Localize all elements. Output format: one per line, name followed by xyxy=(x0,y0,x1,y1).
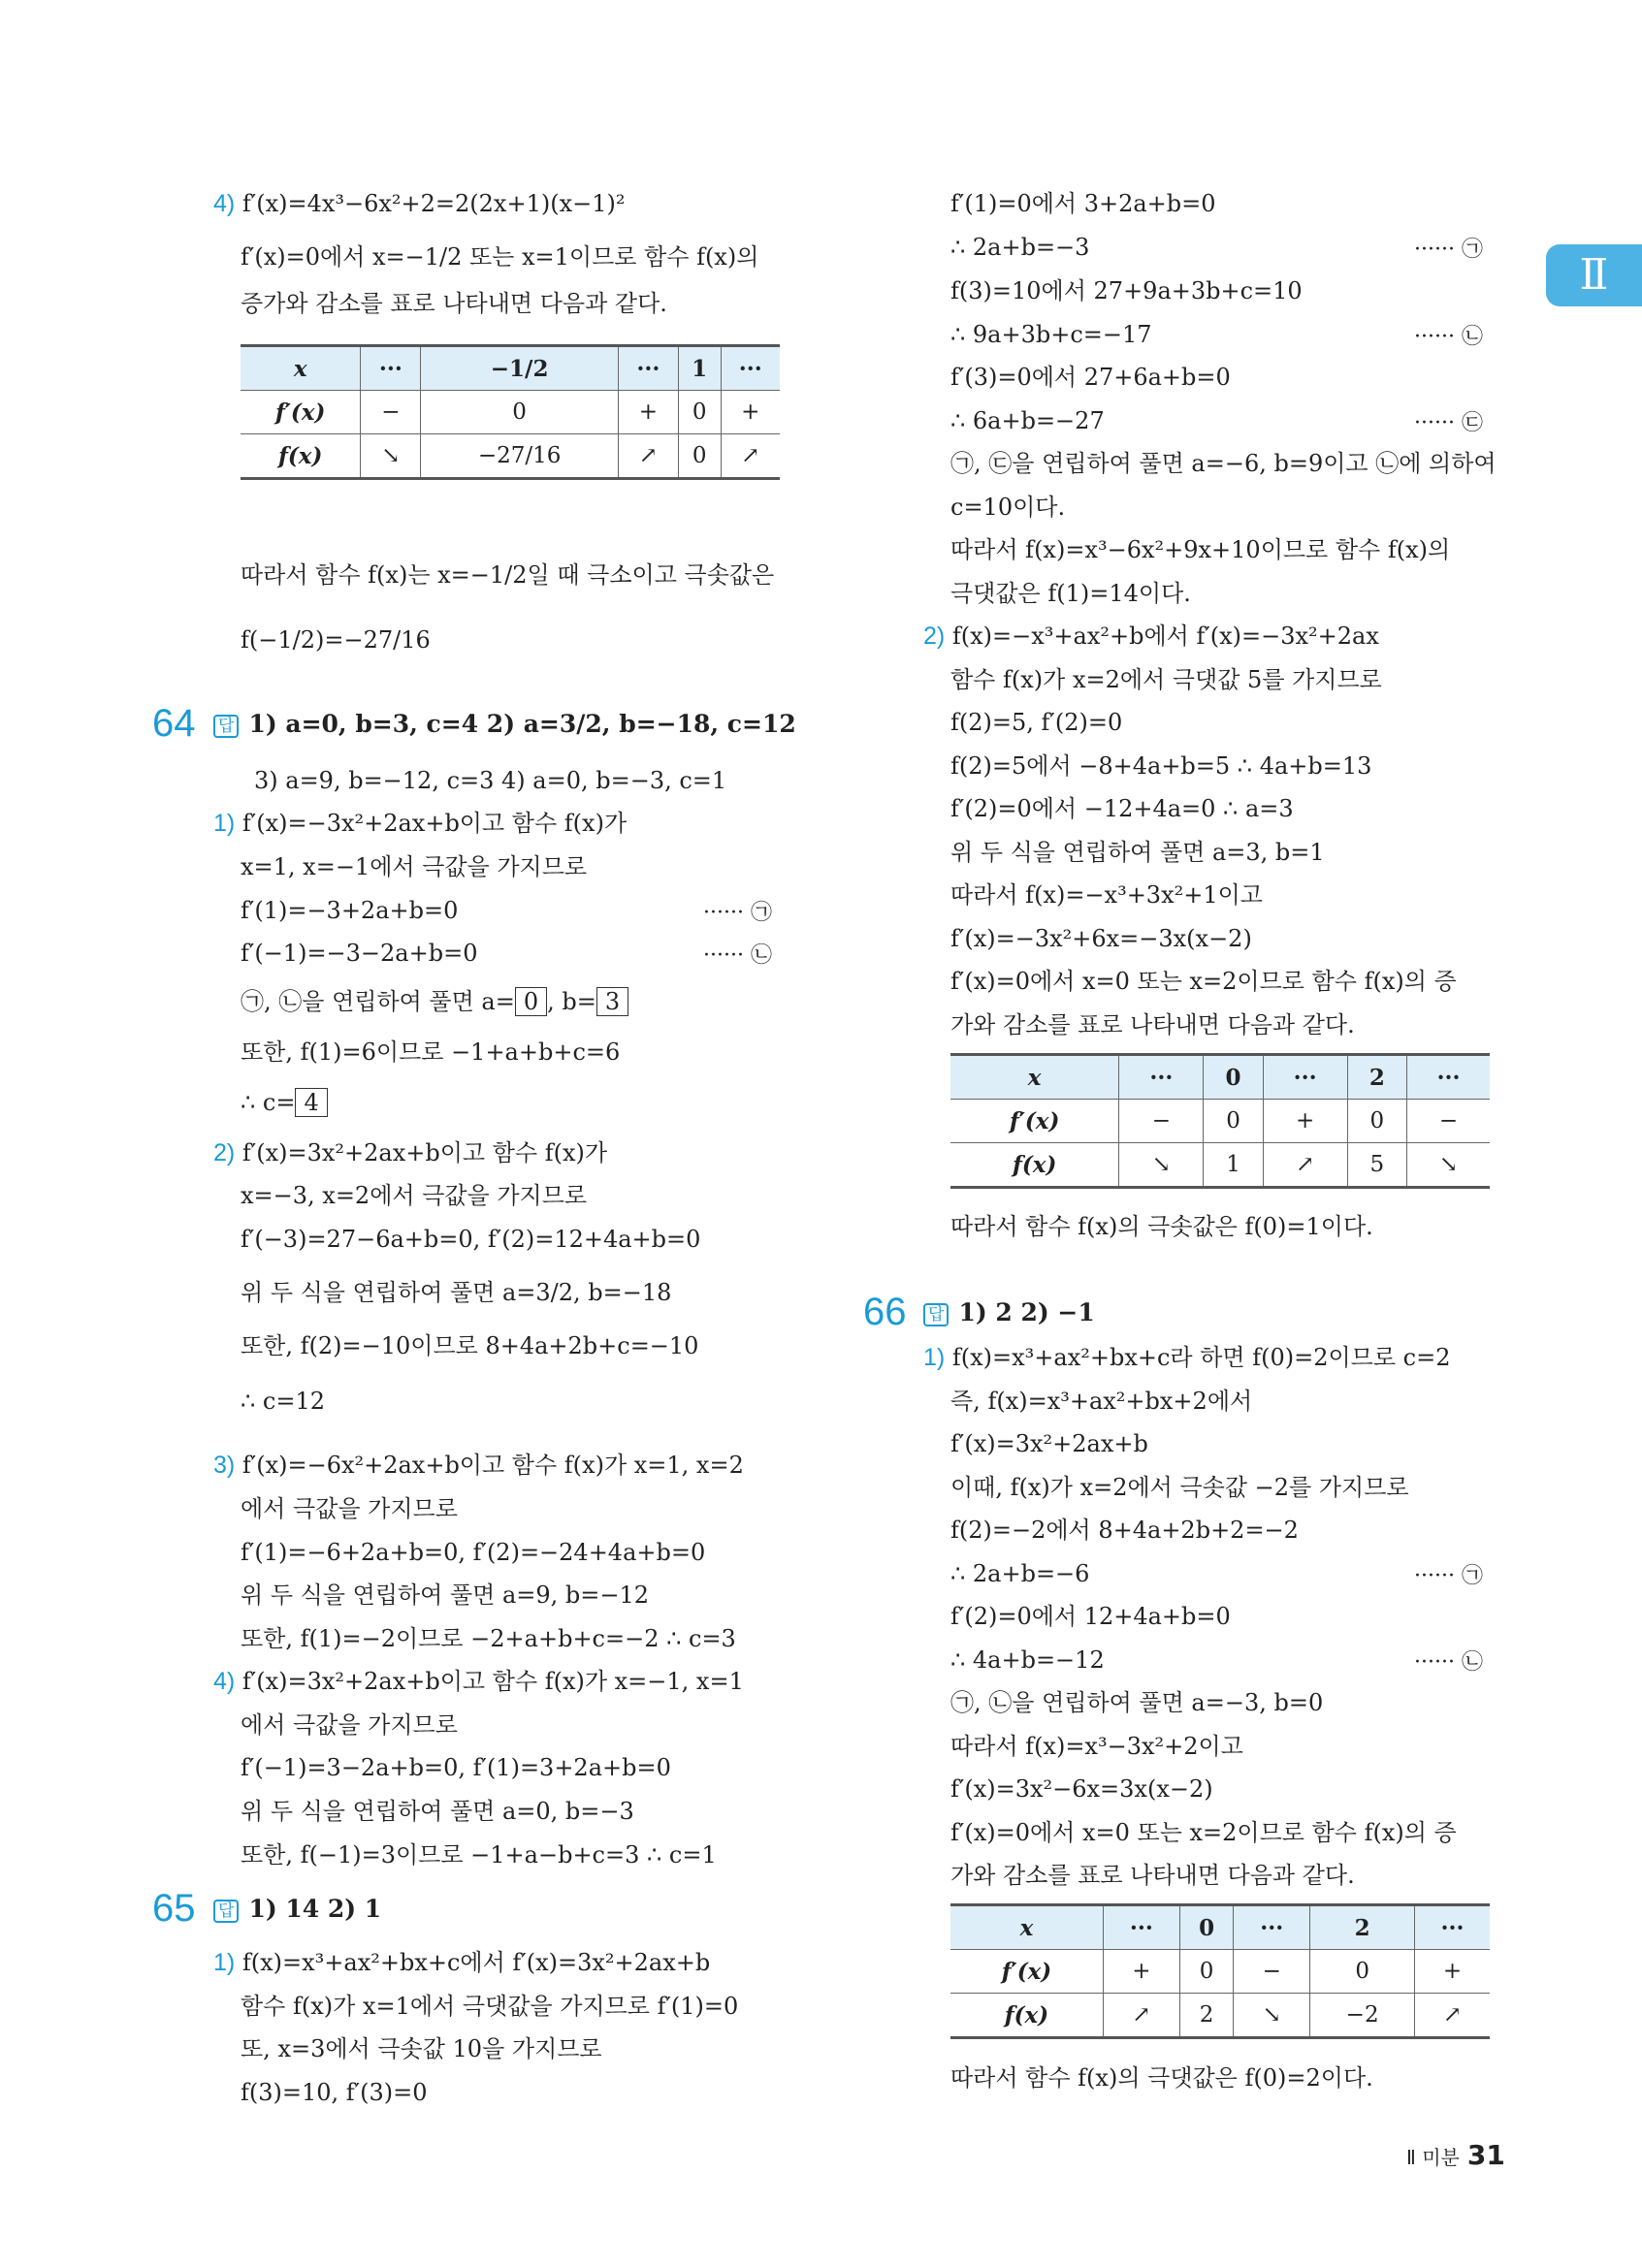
left-solution-line xyxy=(241,939,477,968)
line-text: 3) a=9, b=−12, c=3 4) a=0, b=−3, c=1 xyxy=(254,767,727,794)
equation-marker: ······ ㉢ xyxy=(1414,411,1483,435)
table-cell: ↘ xyxy=(1407,1143,1491,1188)
left-solution-line xyxy=(241,1494,458,1523)
table-row xyxy=(950,1994,1490,2038)
line-text: f′(−3)=27−6a+b=0, f′(2)=12+4a+b=0 xyxy=(241,1226,701,1253)
line-text: ∴ 2a+b=−6 xyxy=(950,1560,1090,1587)
answer-tag: 답 xyxy=(213,715,239,738)
line-text: f′(x)=0에서 x=−1/2 또는 x=1이므로 함수 f(x)의 xyxy=(241,243,759,271)
subproblem-number: 2) xyxy=(213,1139,236,1166)
line-text: 함수 f(x)가 x=2에서 극댓값 5를 가지므로 xyxy=(950,666,1382,693)
line-text: f′(1)=−3+2a+b=0 xyxy=(241,897,459,924)
line-text: f′(3)=0에서 27+6a+b=0 xyxy=(950,364,1231,391)
answer-text: 1) 14 2) 1 xyxy=(248,1895,382,1923)
right-solution-line xyxy=(950,924,1252,953)
equation-marker: ······ ㉠ xyxy=(703,901,772,925)
table-cell: ↘ xyxy=(361,434,421,479)
table-cell: 2 xyxy=(1347,1055,1406,1100)
table-cell: ↗ xyxy=(721,434,780,479)
right-solution-line xyxy=(950,1861,1355,1890)
subproblem-number: 1) xyxy=(213,810,236,837)
right-solution-line xyxy=(950,751,1371,781)
left-solution-line xyxy=(241,1753,671,1782)
right-solution-line xyxy=(950,1010,1355,1039)
table-cell: ↗ xyxy=(618,434,678,479)
line-text: f(2)=−2에서 8+4a+2b+2=−2 xyxy=(950,1517,1299,1544)
line-text: f′(2)=0에서 12+4a+b=0 xyxy=(950,1603,1231,1630)
table-cell: 0 xyxy=(678,391,721,434)
table-cell: 5 xyxy=(1347,1143,1406,1188)
table-cell: ↘ xyxy=(1234,1994,1310,2038)
line-text: ∴ 2a+b=−3 xyxy=(950,234,1090,261)
table-cell: 1 xyxy=(678,346,721,391)
line-text: 증가와 감소를 표로 나타내면 다음과 같다. xyxy=(241,290,667,317)
right-solution-line xyxy=(950,1645,1105,1675)
left-solution-line xyxy=(213,1667,744,1696)
right-solution-line xyxy=(950,406,1105,435)
line-text: 위 두 식을 연립하여 풀면 a=3/2, b=−18 xyxy=(241,1279,672,1306)
table-row xyxy=(241,391,780,434)
line-text: 따라서 함수 f(x)는 x=−1/2일 때 극소이고 극솟값은 xyxy=(241,561,775,589)
right-solution-line xyxy=(950,189,1216,218)
table-row xyxy=(950,1950,1490,1994)
line-text: 따라서 함수 f(x)의 극댓값은 f(0)=2이다. xyxy=(950,2064,1373,2092)
left-solution-line xyxy=(241,625,431,655)
subproblem-number: 4) xyxy=(213,190,236,217)
line-text: 에서 극값을 가지므로 xyxy=(241,1495,458,1522)
table-cell: −1/2 xyxy=(421,346,618,391)
answer-text: 1) 2 2) −1 xyxy=(958,1298,1095,1326)
left-solution-line xyxy=(241,1992,738,2021)
left-solution-line xyxy=(241,1387,325,1416)
right-solution-line xyxy=(950,449,1497,478)
line-text: ㉠, ㉡을 연립하여 풀면 a=−3, b=0 xyxy=(950,1689,1324,1716)
line-text: f(−1/2)=−27/16 xyxy=(241,626,431,654)
table-cell: ··· xyxy=(1415,1905,1491,1950)
table-cell: 2 xyxy=(1179,1994,1234,2038)
table-row xyxy=(241,434,780,479)
table-cell: 1 xyxy=(1204,1143,1263,1188)
line-text: f′(x)=0에서 x=0 또는 x=2이므로 함수 f(x)의 증 xyxy=(950,968,1457,995)
line-text: 함수 f(x)가 x=1에서 극댓값을 가지므로 f′(1)=0 xyxy=(241,1993,739,2020)
table-cell: ··· xyxy=(361,346,421,391)
line-text: 따라서 f(x)=x³−6x²+9x+10이므로 함수 f(x)의 xyxy=(950,536,1451,563)
right-solution-line xyxy=(950,1212,1373,1241)
line-text: f′(1)=−6+2a+b=0, f′(2)=−24+4a+b=0 xyxy=(241,1539,706,1566)
problem-66-number: 66 xyxy=(863,1291,907,1333)
line-text: 또한, f(1)=−2이므로 −2+a+b+c=−2 ∴ c=3 xyxy=(241,1625,736,1652)
line-text: 또한, f(2)=−10이므로 8+4a+2b+c=−10 xyxy=(241,1332,699,1359)
boxed-a: 0 xyxy=(515,987,547,1016)
table-cell: f′(x) xyxy=(950,1950,1103,1994)
right-solution-line xyxy=(923,622,1379,651)
answer-tag: 답 xyxy=(923,1303,949,1326)
table-cell: 0 xyxy=(1204,1055,1263,1100)
right-solution-line xyxy=(923,1343,1451,1372)
boxed-c: 4 xyxy=(295,1088,327,1117)
line-text: 또한, f(1)=6이므로 −1+a+b+c=6 xyxy=(241,1038,621,1066)
left-solution-line xyxy=(241,1181,587,1210)
table-cell: ··· xyxy=(1119,1055,1204,1100)
line-text: 가와 감소를 표로 나타내면 다음과 같다. xyxy=(950,1011,1355,1038)
line-text: ㉠, ㉢을 연립하여 풀면 a=−6, b=9이고 ㉡에 의하여 xyxy=(950,450,1497,477)
equation-marker: ······ ㉠ xyxy=(1414,1564,1483,1588)
left-solution-line xyxy=(241,1840,717,1869)
left-solution-line xyxy=(213,1948,710,1977)
line-text: 또, x=3에서 극솟값 10을 가지므로 xyxy=(241,2035,602,2062)
line-text: f′(x)=3x²+2ax+b이고 함수 f(x)가 x=−1, x=1 xyxy=(241,1668,744,1695)
line-text: f(2)=5, f′(2)=0 xyxy=(950,709,1123,736)
subproblem-number: 1) xyxy=(213,1949,236,1976)
right-solution-line xyxy=(950,493,1065,522)
boxed-b: 3 xyxy=(596,987,628,1016)
line-text: f(3)=10, f′(3)=0 xyxy=(241,2079,428,2106)
line-text: ∴ 9a+3b+c=−17 xyxy=(950,321,1152,348)
table-cell: 2 xyxy=(1310,1905,1415,1950)
table-cell: 0 xyxy=(1204,1100,1263,1143)
table-cell: 0 xyxy=(1179,1905,1234,1950)
line-text: 극댓값은 f(1)=14이다. xyxy=(950,580,1191,607)
table-header-row xyxy=(950,1905,1490,1950)
table-row xyxy=(950,1100,1490,1143)
line-text: ∴ c=12 xyxy=(241,1388,325,1415)
right-solution-line xyxy=(950,838,1325,867)
answer-tag: 답 xyxy=(213,1900,239,1923)
right-solution-line xyxy=(950,665,1382,694)
line-text: f′(−1)=−3−2a+b=0 xyxy=(241,940,478,967)
table-cell: f′(x) xyxy=(241,391,361,434)
right-solution-line xyxy=(950,1818,1457,1847)
table-cell: − xyxy=(1119,1100,1204,1143)
page-footer xyxy=(1406,2139,1505,2171)
right-solution-line xyxy=(950,276,1303,305)
left-solution-line xyxy=(241,1278,671,1307)
table-cell: + xyxy=(618,391,678,434)
line-text: f(x)=x³+ax²+bx+c에서 f′(x)=3x²+2ax+b xyxy=(241,1949,711,1976)
line-text: x=1, x=−1에서 극값을 가지므로 xyxy=(241,853,588,880)
left-solution-line xyxy=(241,2078,428,2107)
left-solution-line xyxy=(241,242,758,272)
sign-table-3 xyxy=(950,1903,1490,2039)
table-cell: ··· xyxy=(618,346,678,391)
table-cell: + xyxy=(1263,1100,1347,1143)
right-solution-line xyxy=(950,1774,1213,1804)
right-solution-line xyxy=(950,1559,1089,1588)
left-solution-line xyxy=(213,189,625,218)
subproblem-number: 4) xyxy=(213,1668,236,1695)
table-cell: ··· xyxy=(721,346,780,391)
line-text: 위 두 식을 연립하여 풀면 a=0, b=−3 xyxy=(241,1798,634,1825)
table-cell: + xyxy=(1103,1950,1179,1994)
left-solution-line xyxy=(241,1538,705,1567)
right-solution-line xyxy=(950,1732,1243,1761)
line-text: x=−3, x=2에서 극값을 가지므로 xyxy=(241,1182,588,1209)
table-cell: −2 xyxy=(1310,1994,1415,2038)
table-cell: ↗ xyxy=(1415,1994,1491,2038)
right-solution-line xyxy=(950,1473,1409,1502)
page-number: 31 xyxy=(1466,2139,1505,2171)
left-solution-line xyxy=(241,1710,458,1740)
subproblem-number: 2) xyxy=(923,623,946,650)
line-text: f′(x)=−6x²+2ax+b이고 함수 f(x)가 x=1, x=2 xyxy=(241,1452,744,1479)
table-row xyxy=(950,1143,1490,1188)
left-solution-line xyxy=(241,1797,634,1826)
p64-solution-line: ㉠, ㉡을 연립하여 풀면 a= 0 , b= 3 xyxy=(241,987,628,1016)
line-text: f′(1)=0에서 3+2a+b=0 xyxy=(950,190,1216,217)
right-solution-line xyxy=(950,363,1231,392)
table-cell: x xyxy=(950,1055,1119,1100)
table-cell: f(x) xyxy=(241,434,361,479)
table-cell: 0 xyxy=(1179,1950,1234,1994)
table-cell: + xyxy=(721,391,780,434)
left-solution-line xyxy=(241,1624,736,1653)
section-label: Ⅱ 미분 xyxy=(1406,2146,1460,2169)
table-cell: − xyxy=(1407,1100,1491,1143)
p64-c-line: ∴ c= 4 xyxy=(241,1088,328,1117)
table-cell: − xyxy=(361,391,421,434)
line-text: 따라서 f(x)=x³−3x²+2이고 xyxy=(950,1733,1243,1760)
right-solution-line xyxy=(950,320,1152,349)
table-header-row xyxy=(241,346,780,391)
line-text: 즉, f(x)=x³+ax²+bx+2에서 xyxy=(950,1388,1253,1415)
right-solution-line xyxy=(950,233,1089,262)
table-cell: + xyxy=(1415,1950,1491,1994)
sign-table-2 xyxy=(950,1053,1490,1189)
equation-marker: ······ ㉡ xyxy=(1414,1650,1483,1675)
table-cell: x xyxy=(950,1905,1103,1950)
table-cell: f(x) xyxy=(950,1143,1119,1188)
line-text: 가와 감소를 표로 나타내면 다음과 같다. xyxy=(950,1862,1355,1889)
line-text: f′(x)=−3x²+6x=−3x(x−2) xyxy=(950,925,1252,952)
table-cell: f(x) xyxy=(950,1994,1103,2038)
problem-64-number: 64 xyxy=(152,702,196,745)
line-text: c=10이다. xyxy=(950,494,1066,521)
table-cell: ↗ xyxy=(1103,1994,1179,2038)
line-text: f′(x)=0에서 x=0 또는 x=2이므로 함수 f(x)의 증 xyxy=(950,1819,1457,1846)
answer-text: 1) a=0, b=3, c=4 2) a=3/2, b=−18, c=12 xyxy=(248,710,796,738)
line-text: 또한, f(−1)=3이므로 −1+a−b+c=3 ∴ c=1 xyxy=(241,1841,717,1869)
right-solution-line xyxy=(950,1688,1323,1717)
line-text: f(3)=10에서 27+9a+3b+c=10 xyxy=(950,277,1303,304)
left-solution-line xyxy=(241,560,774,590)
right-solution-line xyxy=(950,1387,1252,1416)
line-text: f′(x)=3x²−6x=3x(x−2) xyxy=(950,1775,1213,1803)
right-solution-line xyxy=(950,2063,1373,2092)
left-solution-line xyxy=(213,809,627,838)
left-solution-line xyxy=(241,2034,602,2063)
subproblem-number: 1) xyxy=(923,1344,946,1371)
table-cell: 0 xyxy=(1347,1100,1406,1143)
right-solution-line xyxy=(950,1429,1148,1458)
equation-marker: ······ ㉡ xyxy=(703,943,772,968)
left-solution-line xyxy=(241,1581,649,1610)
sign-table-1 xyxy=(241,344,780,480)
right-solution-line xyxy=(950,579,1191,608)
table-header-row xyxy=(950,1055,1490,1100)
line-text: 위 두 식을 연립하여 풀면 a=9, b=−12 xyxy=(241,1581,650,1609)
equation-marker: ······ ㉠ xyxy=(1414,238,1483,262)
line-text: 에서 극값을 가지므로 xyxy=(241,1711,458,1739)
table-cell: 0 xyxy=(1310,1950,1415,1994)
line-text: 따라서 함수 f(x)의 극솟값은 f(0)=1이다. xyxy=(950,1213,1373,1240)
right-solution-line xyxy=(950,967,1457,996)
problem-65-answer xyxy=(213,1895,381,1924)
left-solution-line xyxy=(241,1038,620,1067)
right-solution-line xyxy=(950,794,1294,823)
left-solution-line xyxy=(213,1138,607,1167)
table-cell: 0 xyxy=(421,391,618,434)
line-text: f(2)=5에서 −8+4a+b=5 ∴ 4a+b=13 xyxy=(950,752,1372,780)
line-text: f′(x)=4x³−6x²+2=2(2x+1)(x−1)² xyxy=(241,190,626,217)
line-text: 따라서 f(x)=−x³+3x²+1이고 xyxy=(950,881,1263,909)
table-cell: 0 xyxy=(678,434,721,479)
line-text: f′(2)=0에서 −12+4a=0 ∴ a=3 xyxy=(950,795,1294,822)
line-text: f′(x)=3x²+2ax+b이고 함수 f(x)가 xyxy=(241,1139,608,1166)
line-text: 이때, f(x)가 x=2에서 극솟값 −2를 가지므로 xyxy=(950,1474,1409,1501)
subproblem-number: 3) xyxy=(213,1452,236,1479)
left-solution-line xyxy=(241,896,458,925)
line-text: f(x)=x³+ax²+bx+c라 하면 f(0)=2이므로 c=2 xyxy=(951,1344,1451,1371)
line-text: f(x)=−x³+ax²+b에서 f′(x)=−3x²+2ax xyxy=(951,623,1379,650)
left-solution-line xyxy=(213,1451,744,1480)
right-solution-line xyxy=(950,1516,1299,1545)
table-cell: x xyxy=(241,346,361,391)
line-text: ∴ 6a+b=−27 xyxy=(950,407,1105,434)
left-solution-line xyxy=(241,1225,700,1254)
left-solution-line xyxy=(241,289,667,318)
problem-64-answer xyxy=(213,710,796,739)
left-solution-line xyxy=(241,1331,698,1360)
table-cell: ↘ xyxy=(1119,1143,1204,1188)
table-cell: −27/16 xyxy=(421,434,618,479)
table-cell: ··· xyxy=(1263,1055,1347,1100)
problem-65-number: 65 xyxy=(152,1887,196,1930)
line-text: f′(−1)=3−2a+b=0, f′(1)=3+2a+b=0 xyxy=(241,1754,671,1781)
table-cell: ··· xyxy=(1407,1055,1491,1100)
line-text: ∴ 4a+b=−12 xyxy=(950,1646,1105,1674)
table-cell: ··· xyxy=(1234,1905,1310,1950)
right-solution-line xyxy=(950,880,1263,910)
table-cell: f′(x) xyxy=(950,1100,1119,1143)
table-cell: − xyxy=(1234,1950,1310,1994)
right-solution-line xyxy=(950,535,1450,564)
line-text: f′(x)=−3x²+2ax+b이고 함수 f(x)가 xyxy=(241,810,628,837)
right-solution-line xyxy=(950,708,1122,737)
table-cell: ··· xyxy=(1103,1905,1179,1950)
table-cell: ↗ xyxy=(1263,1143,1347,1188)
right-solution-line xyxy=(950,1602,1231,1631)
left-solution-line xyxy=(241,852,587,881)
chapter-tab: Ⅱ xyxy=(1546,244,1642,306)
line-text: f′(x)=3x²+2ax+b xyxy=(950,1430,1148,1457)
problem-66-answer xyxy=(923,1298,1095,1327)
line-text: 위 두 식을 연립하여 풀면 a=3, b=1 xyxy=(950,839,1325,866)
left-solution-line xyxy=(254,766,726,795)
equation-marker: ······ ㉡ xyxy=(1414,325,1483,349)
